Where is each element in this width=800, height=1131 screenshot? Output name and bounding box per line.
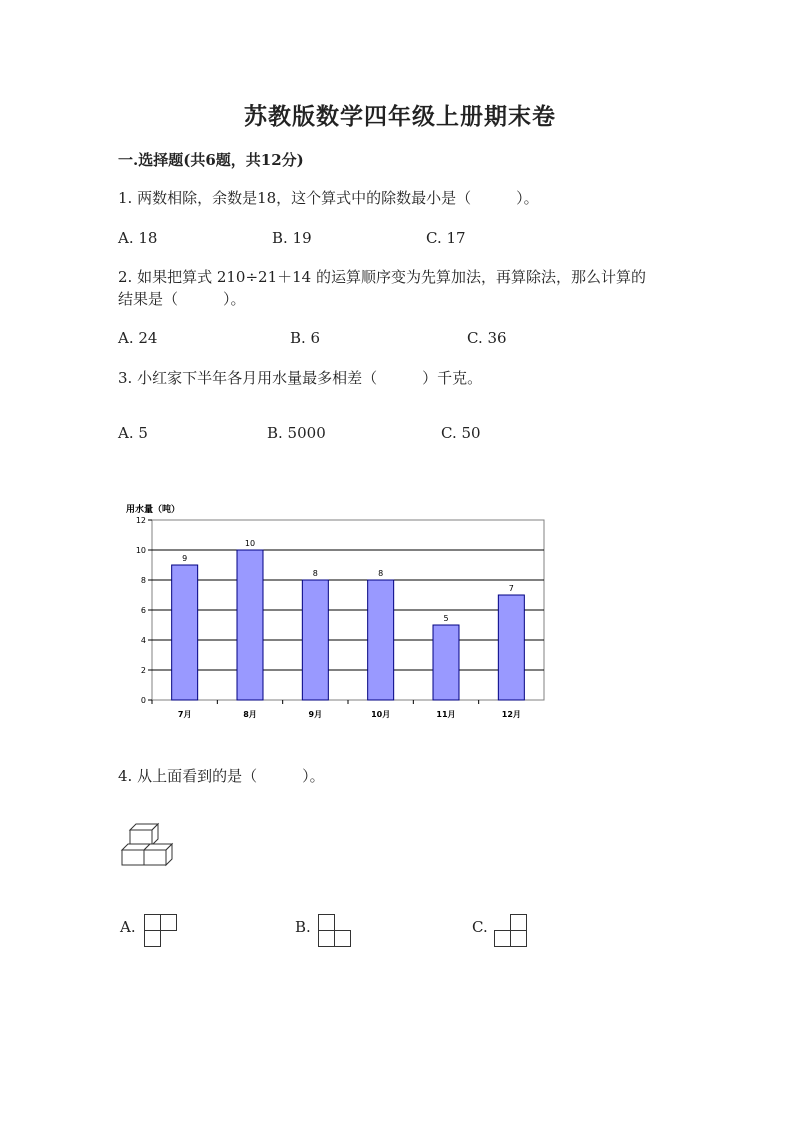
cube-front-face [130, 830, 152, 845]
chart-ytick-label: 10 [135, 546, 146, 555]
question-2-option-a[interactable]: A. 24 [118, 329, 158, 347]
question-1-text: 1. 两数相除，余数是18，这个算式中的除数最小是（ ）。 [118, 189, 539, 207]
top-view-b-icon [317, 912, 353, 950]
cube-front-face [144, 850, 166, 865]
chart-xtick-label: 11月 [436, 710, 456, 719]
chart-value-label: 8 [378, 569, 384, 578]
question-1-option-a[interactable]: A. 18 [118, 229, 158, 247]
chart-bar [368, 580, 394, 700]
question-3-option-a[interactable]: A. 5 [118, 424, 148, 442]
chart-xtick-label: 9月 [308, 710, 323, 719]
question-2-option-c[interactable]: C. 36 [467, 329, 507, 347]
page-title: 苏教版数学四年级上册期末卷 [244, 103, 556, 130]
chart-ytick-label: 0 [140, 696, 146, 705]
chart-xtick-label: 12月 [501, 710, 521, 719]
chart-value-label: 5 [443, 614, 449, 623]
chart-ytick-label: 8 [140, 576, 146, 585]
question-4-option-c[interactable]: C. [472, 918, 488, 936]
question-1-option-b[interactable]: B. 19 [272, 229, 312, 247]
question-4-text: 4. 从上面看到的是（ ）。 [118, 767, 325, 785]
question-3-option-c[interactable]: C. 50 [441, 424, 481, 442]
chart-value-label: 10 [244, 539, 256, 548]
question-1-option-c[interactable]: C. 17 [426, 229, 466, 247]
cube-stack-figure [120, 820, 182, 868]
question-2-text-line2: 结果是（ ）。 [118, 290, 246, 308]
chart-xtick-label: 10月 [371, 710, 391, 719]
chart-bar [302, 580, 328, 700]
chart-ytick-label: 2 [140, 666, 146, 675]
chart-value-label: 9 [182, 554, 188, 563]
chart-value-label: 8 [312, 569, 318, 578]
question-2-option-b[interactable]: B. 6 [290, 329, 321, 347]
cube-front-face [122, 850, 144, 865]
chart-value-label: 7 [508, 584, 514, 593]
chart-bar [172, 565, 198, 700]
chart-title: 用水量（吨） [126, 505, 181, 515]
chart-bar [498, 595, 524, 700]
water-usage-bar-chart [116, 500, 556, 730]
section-heading: 一.选择题(共6题，共12分) [118, 151, 304, 169]
chart-ytick-label: 12 [135, 516, 146, 525]
question-3-option-b[interactable]: B. 5000 [267, 424, 326, 442]
question-4-option-b[interactable]: B. [295, 918, 311, 936]
top-view-c-icon [493, 912, 529, 950]
chart-ytick-label: 6 [140, 606, 146, 615]
top-view-a-icon [143, 912, 179, 950]
chart-xtick-label: 7月 [177, 710, 192, 719]
chart-ytick-label: 4 [140, 636, 146, 645]
chart-bar [433, 625, 459, 700]
chart-bar [237, 550, 263, 700]
question-3-text: 3. 小红家下半年各月用水量最多相差（ ）千克。 [118, 369, 483, 387]
question-4-option-a[interactable]: A. [120, 918, 136, 936]
chart-xtick-label: 8月 [243, 710, 257, 719]
question-2-text-line1: 2. 如果把算式 210÷21＋14 的运算顺序变为先算加法，再算除法，那么计算的 [118, 268, 646, 286]
